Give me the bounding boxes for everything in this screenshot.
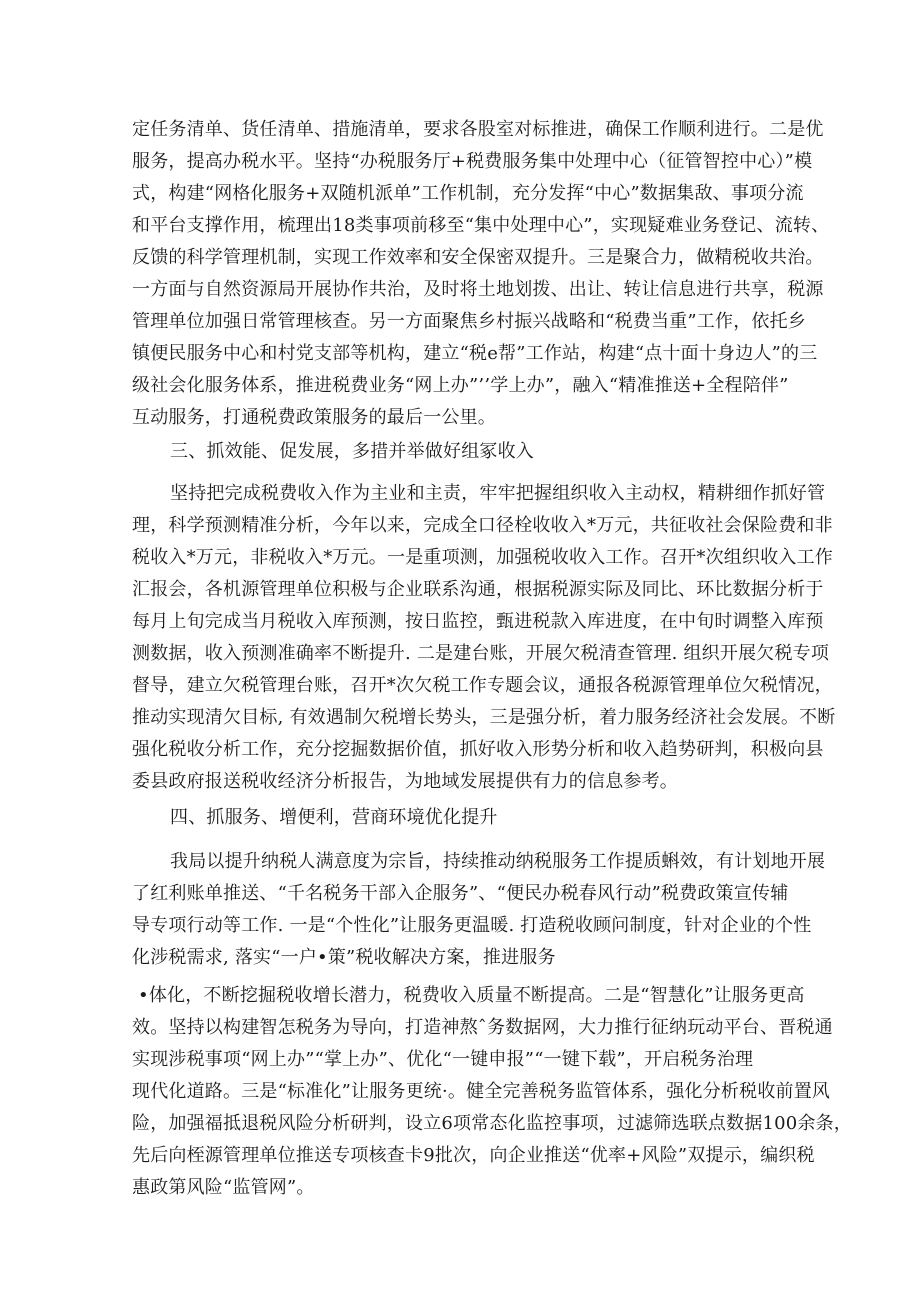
text-line: 定任务清单、货任清单、措施清单，要求各股室对标推进，确保工作顺利进行。二是优	[132, 119, 824, 140]
text-line: 推动实现清欠目标, 有效遇制欠税增长势头，三是强分析，着力服务经济社会发展。不断	[132, 707, 836, 728]
text-line: 险，加强福抵退税风险分析研判，设立6项常态化监控事项，过滤筛选联点数据100余条，	[132, 1113, 853, 1134]
text-line: 导专项行动等工作. 一是“个性化”让服务更温暖. 打造税收顾问制度，针对企业的个性	[132, 915, 812, 936]
text-line: 反馈的科学管理机制，实现工作效率和安全保密双提升。三是聚合力，做精税收共治。	[132, 247, 824, 268]
text-line: 镇便民服务中心和村党支部等机构，建立“税e帮”工作站，构建“点十面十身边人”的三	[132, 343, 818, 364]
text-line: 实现涉税事项“网上办”“掌上办”、优化“一键申报”“一键下载”，开启税务治理	[132, 1049, 754, 1070]
text-line: •体化，不断挖掘税收增长潜力，税费收入质量不断提高。二是“智慧化”让服务更高	[138, 985, 805, 1006]
text-line: 税收入*万元，非税收入*万元。一是重项测，加强税收收入工作。召开*次组织收入工作	[132, 547, 833, 568]
text-line: 互动服务，打通税费政策服务的最后一公里。	[132, 407, 496, 428]
text-line: 每月上旬完成当月税收入库预测，按日监控，甄进税款入库进度，在中旬时调整入库预	[132, 611, 824, 632]
text-line: 效。坚持以构建智怎税务为导向，打造神熬ˆ务数据网，大力推行征纳玩动平台、晋税通	[132, 1017, 833, 1038]
text-line: 级社会化服务体系，推进税费业务“网上办”’’学上办”，融入“精准推送+全程陪伴”	[132, 375, 789, 396]
text-line: 管理单位加强日常管理核查。另一方面聚焦乡村振兴战略和“税费当重”工作，依托乡	[132, 311, 807, 332]
text-line: 一方面与自然资源局开展协作共治，及时将土地划拨、出让、转让信息进行共享，税源	[132, 279, 824, 300]
text-line: 式，构建“网格化服务+双随机派单”工作机制，充分发挥“中心”数据集敌、事项分流	[132, 183, 804, 204]
text-line: 惠政第风险“监管网”。	[132, 1177, 315, 1198]
text-line: 现代化道路。三是“标准化”让服务更统·。健全完善税务监管体系，强化分析税收前置风	[132, 1081, 831, 1102]
text-line: 先后向桎源管理单位推送专项核查卡9批次，向企业推送“优率+风险”双提示，编织税	[132, 1145, 815, 1166]
text-line: 强化税收分析工作，充分挖掘数据价值，抓好收入形势分析和收入趋势研判，积极向县	[132, 739, 824, 760]
section-heading-3: 三、抓效能、促发展，多措并举做好组冢收入	[170, 441, 534, 462]
text-line: 督导，建立欠税管理台账，召开*次欠税工作专题会议，通报各税源管理单位欠税情况，	[132, 675, 833, 696]
text-line: 服务，提高办税水平。坚持“办税服务厅+税费服务集中处理中心（征管智控中心）”模	[132, 151, 813, 172]
text-line: 理，科学预测精准分析，今年以来，完成全口径栓收收入*万元，共征收社会保险费和非	[132, 515, 833, 536]
text-line: 化涉税需求, 落实“一户•策”税收解决方案，推进服务	[132, 947, 556, 968]
text-line: 委县政府报送税收经济分析报告，为地域发展提供有力的信息参考。	[132, 771, 678, 792]
text-line: 和平台支撑作用，梳理出18类事项前移至“集中处理中心”，实现疑难业务登记、流转、	[132, 215, 830, 236]
text-line: 汇报会，各机源管理单位积极与企业联系沟通，根据税源实际及同比、环比数据分析于	[132, 579, 824, 600]
text-line: 测数据，收入预测准确率不断提升. 二是建台账，开展欠税清查管理. 组织开展欠税专项	[132, 643, 830, 664]
text-line: 我局以提升纳税人满意度为宗旨，持续推动纳税服务工作提质蝌效，有计划地开展	[170, 851, 826, 872]
section-heading-4: 四、抓服务、增便利，营商环境优化提升	[170, 807, 498, 828]
text-line: 了红利账单推送、“千名税务干部入企服务”、“便民办税春风行动”税费政策宣传辅	[132, 883, 789, 904]
text-line: 坚持把完成税费收入作为主业和主责，牢牢把握组织收入主动权，精耕细作抓好管	[170, 483, 826, 504]
